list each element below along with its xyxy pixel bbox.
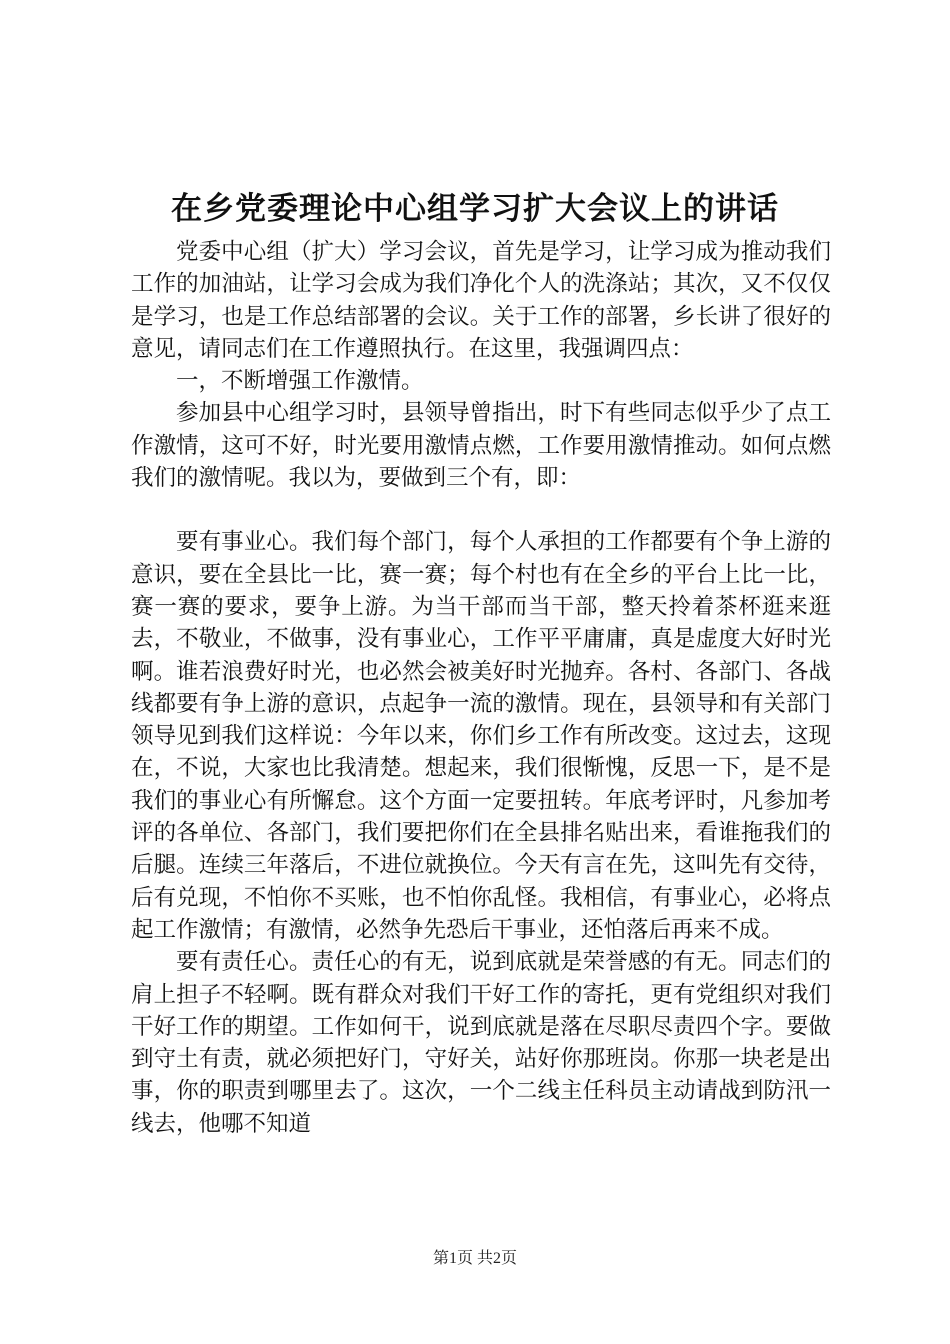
paragraph-passion: 参加县中心组学习时，县领导曾指出，时下有些同志似乎少了点工作激情，这可不好，时光要用激情点燃，工作要用激情推动。如何点燃我们的激情呢。我以为，要做到三个有，即： xyxy=(131,400,831,492)
document-body xyxy=(131,236,831,1140)
paragraph-responsibility: 要有责任心。责任心的有无，说到底就是荣誉感的有无。同志们的肩上担子不轻啊。既有群众对我们干好工作的寄托，更有党组织对我们干好工作的期望。工作如何干，说到底就是落在尽职尽责四个字。要做到守土有责，就必须把好门，守好关，站好你那班岗。你那一块老是出事，你的职责到哪里去了。这次，一个二线主任科员主动请战到防汛一线去，他哪不知道 xyxy=(131,949,831,1137)
paragraph-intro: 党委中心组（扩大）学习会议，首先是学习，让学习成为推动我们工作的加油站，让学习会成为我们净化个人的洗涤站；其次，又不仅仅是学习，也是工作总结部署的会议。关于工作的部署，乡长讲了很好的意见，请同志们在工作遵照执行。在这里，我强调四点： xyxy=(131,239,831,362)
page-footer: 第1页 共2页 xyxy=(432,1250,517,1267)
document-title: 在乡党委理论中心组学习扩大会议上的讲话 xyxy=(171,191,779,227)
paragraph-dedication: 要有事业心。我们每个部门，每个人承担的工作都要有个争上游的意识，要在全县比一比，赛一赛；每个村也有在全乡的平台上比一比，赛一赛的要求，要争上游。为当干部而当干部，整天拎着茶杯逛来逛去，不敬业，不做事，没有事业心，工作平平庸庸，真是虚度大好时光啊。谁若浪费好时光，也必然会被美好时光抛弃。各村、各部门、各战线都要有争上游的意识，点起争一流的激情。现在，县领导和有关部门领导见到我们这样说：今年以来，你们乡工作有所改变。这过去，这现在，不说，大家也比我清楚。想起来，我们很惭愧，反思一下，是不是我们的事业心有所懈怠。这个方面一定要扭转。年底考评时，凡参加考评的各单位、各部门，我们要把你们在全县排名贴出来，看谁拖我们的后腿。连续三年落后，不进位就换位。今天有言在先，这叫先有交待，后有兑现，不怕你不买账，也不怕你乱怪。我相信，有事业心，必将点起工作激情；有激情，必然争先恐后干事业，还怕落后再来不成。 xyxy=(131,529,831,943)
paragraph-heading-1: 一，不断增强工作激情。 xyxy=(176,368,424,395)
